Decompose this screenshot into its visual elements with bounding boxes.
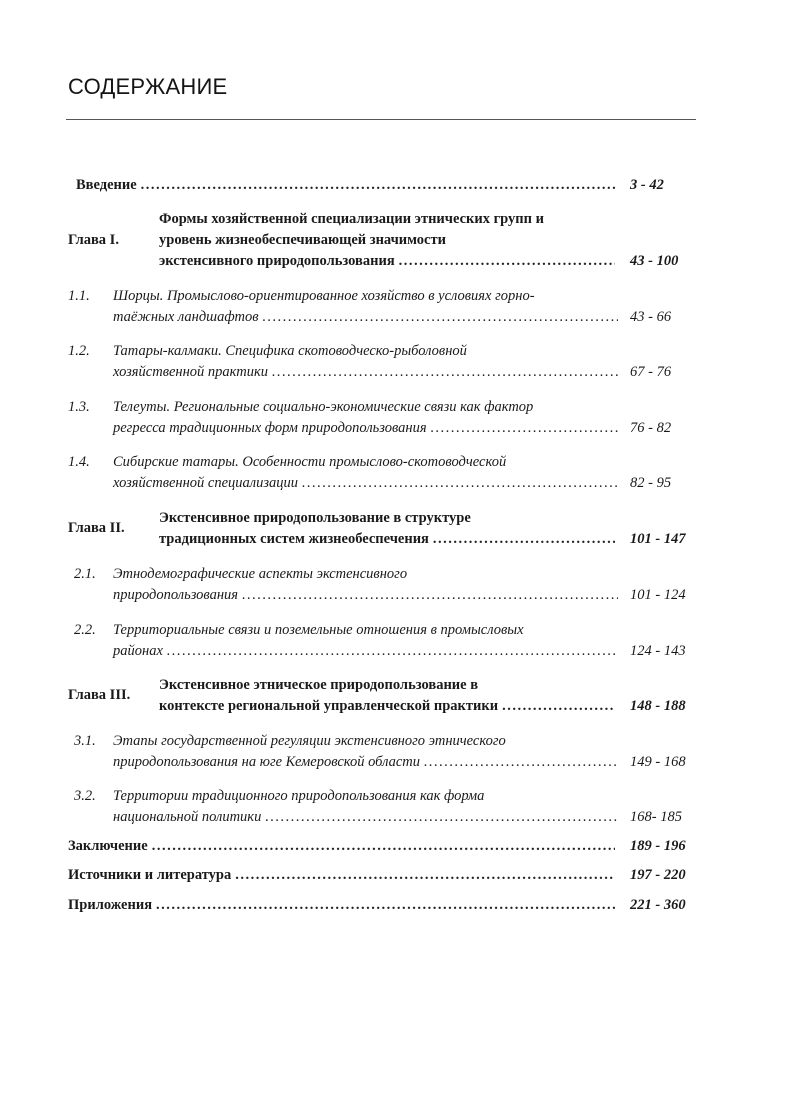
toc-pages: 76 - 82: [630, 420, 672, 436]
toc-title-line: районах: [113, 643, 163, 659]
toc-leader-dots: [235, 865, 615, 886]
toc-pages: 101 - 124: [630, 587, 686, 603]
toc-entry-chapter-1: [0, 209, 799, 275]
toc-pages: 101 - 147: [630, 531, 686, 547]
toc-title: Источники и литература: [68, 867, 232, 883]
toc-entry-section-1-1: [0, 286, 799, 328]
toc-pages: 124 - 143: [630, 643, 686, 659]
page-title: СОДЕРЖАНИЕ: [68, 74, 228, 99]
toc-label: 3.2.: [74, 788, 96, 804]
toc-label: 2.2.: [74, 622, 96, 638]
toc-leader-dots: [167, 641, 618, 662]
toc-title-line: хозяйственной практики: [113, 364, 269, 380]
toc-label: 1.3.: [68, 399, 90, 415]
toc-entry-section-1-4: [0, 452, 799, 494]
toc-title-line: Этапы государственной регуляции экстенсивного этнического: [113, 733, 506, 749]
toc-label: Глава III.: [68, 687, 131, 703]
toc-title-line: Этнодемографические аспекты экстенсивного: [113, 566, 408, 582]
toc-title-line: природопользования: [113, 587, 239, 603]
toc-leader-dots: [263, 307, 619, 328]
toc-pages: 189 - 196: [630, 838, 686, 854]
toc-title-line: Формы хозяйственной специализации этнических групп и: [159, 211, 544, 227]
toc-leader-dots: [265, 807, 618, 828]
toc-label: 1.2.: [68, 343, 90, 359]
toc-entry-conclusion: [0, 836, 799, 857]
toc-entry-chapter-2: [0, 508, 799, 550]
toc-pages: 3 - 42: [630, 177, 664, 193]
toc-leader-dots: [141, 175, 616, 196]
toc-pages: 82 - 95: [630, 475, 672, 491]
toc-label: 1.4.: [68, 454, 90, 470]
toc-title: Приложения: [68, 897, 153, 913]
toc-entry-intro: [76, 175, 664, 196]
toc-pages: 149 - 168: [630, 754, 686, 770]
toc-leader-dots: [424, 752, 618, 773]
toc-title-line: регресса традиционных форм природопользования: [113, 420, 427, 436]
toc-title-line: хозяйственной специализации: [113, 475, 299, 491]
toc-entry-section-1-3: [0, 397, 799, 439]
toc-leader-dots: [433, 529, 615, 550]
toc-title-line: таёжных ландшафтов: [113, 309, 259, 325]
toc-label: Глава I.: [68, 232, 119, 248]
title-divider: [66, 119, 696, 120]
toc-label: Глава II.: [68, 520, 125, 536]
toc-label: 1.1.: [68, 288, 90, 304]
toc-title-line: экстенсивного природопользования: [159, 253, 395, 269]
toc-pages: 168- 185: [630, 809, 682, 825]
toc-title-line: Телеуты. Региональные социально-экономические связи как фактор: [113, 399, 534, 415]
toc-leader-dots: [502, 696, 615, 717]
toc-entry-section-2-2: [0, 620, 799, 662]
toc-leader-dots: [152, 836, 615, 857]
toc-title-line: Экстенсивное природопользование в структуре: [159, 510, 471, 526]
toc-title: Введение: [76, 177, 137, 193]
toc-title-line: уровень жизнеобеспечивающей значимости: [159, 232, 446, 248]
toc-leader-dots: [156, 895, 615, 916]
toc-leader-dots: [302, 473, 618, 494]
toc-title-line: Территории традиционного природопользования как форма: [113, 788, 485, 804]
toc-title-line: национальной политики: [113, 809, 262, 825]
toc-title-line: Татары-калмаки. Специфика скотоводческо-рыболовной: [113, 343, 467, 359]
toc-entry-sources: [0, 865, 799, 886]
toc-label: 3.1.: [74, 733, 96, 749]
toc-leader-dots: [242, 585, 618, 606]
toc-entry-section-3-2: [0, 786, 799, 828]
toc-title-line: Экстенсивное этническое природопользование в: [159, 677, 479, 693]
toc-leader-dots: [431, 418, 618, 439]
toc-title-line: контексте региональной управленческой практики: [159, 698, 499, 714]
toc-pages: 197 - 220: [630, 867, 686, 883]
toc-pages: 221 - 360: [630, 897, 686, 913]
toc-title-line: традиционных систем жизнеобеспечения: [159, 531, 429, 547]
toc-entry-section-3-1: [0, 731, 799, 773]
toc-title-line: Территориальные связи и поземельные отношения в промысловых: [113, 622, 524, 638]
toc-pages: 67 - 76: [630, 364, 672, 380]
toc-pages: 43 - 66: [630, 309, 672, 325]
toc-label: 2.1.: [74, 566, 96, 582]
toc-title-line: Шорцы. Промыслово-ориентированное хозяйство в условиях горно-: [113, 288, 535, 304]
toc-pages: 148 - 188: [630, 698, 686, 714]
toc-title-line: Сибирские татары. Особенности промыслово-скотоводческой: [113, 454, 507, 470]
toc-pages: 43 - 100: [630, 253, 679, 269]
toc-title-line: природопользования на юге Кемеровской области: [113, 754, 421, 770]
toc-entry-section-1-2: [0, 341, 799, 383]
toc-entry-appendix: [0, 895, 799, 916]
toc-leader-dots: [272, 362, 618, 383]
toc-leader-dots: [399, 251, 615, 272]
toc-entry-section-2-1: [0, 564, 799, 606]
toc-entry-chapter-3: [0, 675, 799, 717]
toc-title: Заключение: [68, 838, 148, 854]
